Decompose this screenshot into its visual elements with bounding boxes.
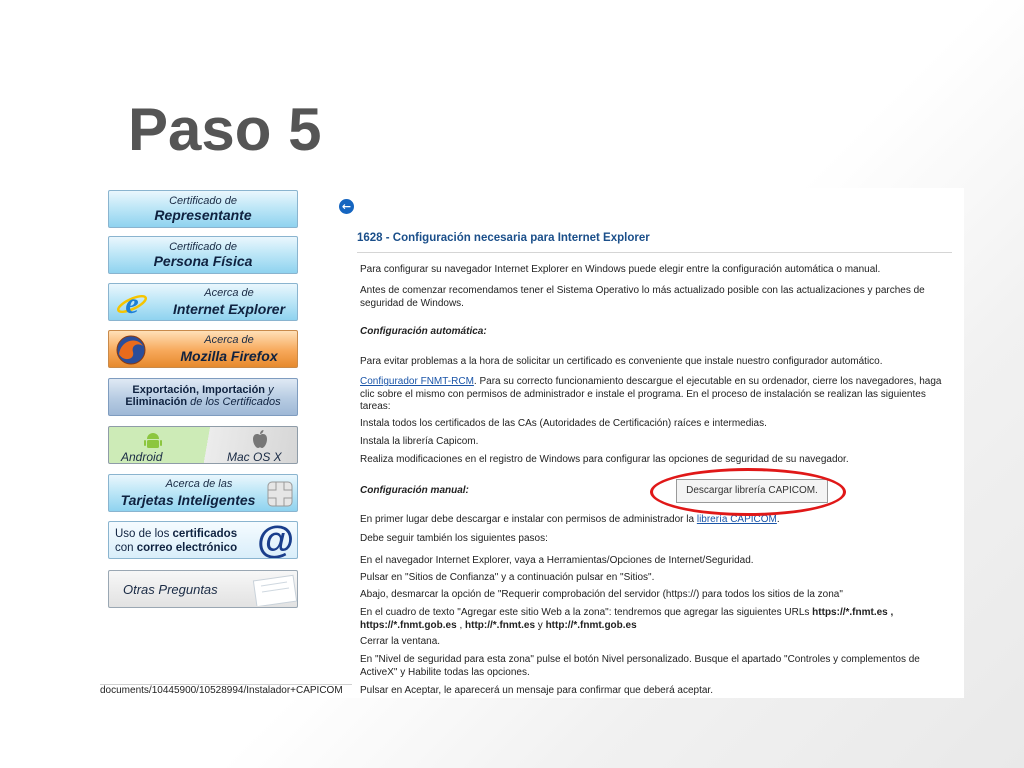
sidebar-item-otras-preguntas[interactable] bbox=[108, 570, 298, 608]
paragraph-text: En el cuadro de texto "Agregar este sitio Web a la zona": tendremos que agregar las siguientes URLs bbox=[360, 607, 813, 618]
paragraph-text: . bbox=[776, 514, 780, 525]
sidebar-item-tarjetas[interactable] bbox=[108, 474, 298, 512]
separator-text: y bbox=[535, 619, 546, 631]
paragraph: En el navegador Internet Explorer, vaya a Herramientas/Opciones de Internet/Seguridad. bbox=[360, 555, 754, 566]
paragraph bbox=[360, 376, 952, 414]
sidebar-item-persona-fisica[interactable] bbox=[108, 236, 298, 274]
sidebar-item-android-mac[interactable] bbox=[108, 426, 298, 464]
sidebar-item-exportacion[interactable] bbox=[108, 378, 298, 416]
configurador-link[interactable]: Configurador FNMT-RCM bbox=[360, 376, 474, 387]
paragraph-text: En primer lugar debe descargar e instalar con permisos de administrador la bbox=[360, 514, 697, 525]
sidebar-item-line2: Internet Explorer bbox=[172, 301, 286, 317]
paragraph: Cerrar la ventana. bbox=[360, 636, 441, 647]
sidebar-item-line2: Tarjetas Inteligentes bbox=[120, 492, 256, 508]
sidebar-item-line1: Acerca de bbox=[204, 287, 254, 299]
paragraph bbox=[360, 514, 952, 527]
back-arrow-icon[interactable]: ← bbox=[339, 199, 354, 214]
sidebar-item-firefox[interactable] bbox=[108, 330, 298, 368]
url-text: https://*.fnmt.es , bbox=[812, 607, 894, 618]
sidebar-item-line2: Persona Física bbox=[153, 252, 253, 269]
sidebar-item-correo[interactable] bbox=[108, 521, 298, 559]
separator-text: , bbox=[456, 619, 466, 631]
android-label: Android bbox=[121, 450, 163, 464]
svg-text:e: e bbox=[125, 287, 139, 319]
document-decoration-icon bbox=[249, 574, 297, 606]
sidebar-item-internet-explorer[interactable] bbox=[108, 283, 298, 321]
sidebar-item-line1: Certificado de bbox=[169, 195, 237, 207]
sidebar-item-line2: Representante bbox=[154, 206, 252, 223]
paragraph: Instala todos los certificados de las CAs (Autoridades de Certificación) raíces e intermedias. bbox=[360, 418, 767, 429]
sidebar-item-line2: Mozilla Firefox bbox=[180, 348, 278, 364]
paragraph-text: . Para su correcto funcionamiento descargue el ejecutable en su ordenador, cierre los navegadores, haga clic sobre el mismo con permisos de administrador e instale el programa. En el proceso de instalación se realizan las siguientes tareas: bbox=[360, 376, 942, 412]
text-normal: con bbox=[115, 542, 137, 554]
section-title-automatica: Configuración automática: bbox=[360, 326, 487, 337]
smart-card-chip-icon bbox=[267, 481, 293, 507]
browser-screenshot bbox=[100, 188, 964, 698]
paragraph: Pulsar en Aceptar, le aparecerá un mensaje para confirmar que deberá aceptar. bbox=[360, 685, 713, 696]
android-icon bbox=[143, 430, 163, 450]
paragraph: Debe seguir también los siguientes pasos: bbox=[360, 533, 548, 544]
text-bold: correo electrónico bbox=[136, 542, 238, 554]
sidebar-item-line1: Acerca de bbox=[204, 334, 254, 346]
paragraph: Para evitar problemas a la hora de solicitar un certificado es conveniente que instale nuestro configurador automático. bbox=[360, 356, 883, 367]
sidebar-item-line2 bbox=[115, 542, 237, 554]
sidebar-item-label: Otras Preguntas bbox=[123, 582, 218, 597]
paragraph: Pulsar en "Sitios de Confianza" y a continuación pulsar en "Sitios". bbox=[360, 572, 655, 583]
highlight-ellipse bbox=[650, 468, 846, 516]
section-title-manual: Configuración manual: bbox=[360, 485, 469, 496]
sidebar-item-line2 bbox=[109, 397, 297, 409]
capicom-link[interactable]: librería CAPICOM bbox=[696, 514, 777, 525]
sidebar-item-representante[interactable] bbox=[108, 190, 298, 228]
text-bold: certificados bbox=[172, 528, 238, 540]
download-capicom-button[interactable]: Descargar librería CAPICOM. bbox=[676, 479, 828, 503]
sidebar-item-line1: Certificado de bbox=[169, 241, 237, 253]
url-text: https://*.fnmt.gob.es bbox=[360, 619, 457, 631]
text-normal: y bbox=[265, 384, 274, 396]
mac-label: Mac OS X bbox=[227, 450, 282, 464]
paragraph: Instala la librería Capicom. bbox=[360, 436, 479, 447]
text-bold: Eliminación bbox=[125, 395, 188, 408]
paragraph: En "Nivel de seguridad para esta zona" pulse el botón Nivel personalizado. Busque el apartado "Controles y complementos de ActiveX" y Habilite todas las opciones. bbox=[360, 654, 920, 678]
sidebar-item-line1: Acerca de las bbox=[165, 478, 233, 490]
status-bar-url: documents/10445900/10528994/Instalador+CAPICOM bbox=[100, 684, 352, 698]
text-normal: Uso de los bbox=[115, 528, 173, 540]
svg-text:@: @ bbox=[256, 523, 294, 559]
text-normal: de los Certificados bbox=[187, 395, 281, 408]
apple-icon bbox=[251, 429, 269, 449]
email-at-icon bbox=[255, 523, 295, 559]
page-heading: 1628 - Configuración necesaria para Internet Explorer bbox=[357, 232, 952, 253]
slide-title: Paso 5 bbox=[128, 96, 322, 163]
paragraph: Realiza modificaciones en el registro de Windows para configurar las opciones de seguridad de su navegador. bbox=[360, 454, 849, 465]
internet-explorer-icon bbox=[115, 287, 149, 319]
url-text: http://*.fnmt.es bbox=[465, 619, 536, 631]
paragraph: Antes de comenzar recomendamos tener el Sistema Operativo lo más actualizado posible con las actualizaciones y parches de seguridad de Windows. bbox=[360, 285, 925, 309]
paragraph: Abajo, desmarcar la opción de "Requerir comprobación del servidor (https://) para todos los sitios de la zona" bbox=[360, 589, 843, 600]
text-bold: Exportación, Importación bbox=[132, 384, 266, 396]
url-text: http://*.fnmt.gob.es bbox=[545, 619, 637, 631]
firefox-icon bbox=[115, 334, 147, 366]
paragraph: Para configurar su navegador Internet Explorer en Windows puede elegir entre la configuración automática o manual. bbox=[360, 264, 881, 275]
sidebar-item-line1 bbox=[115, 528, 237, 540]
paragraph bbox=[360, 607, 952, 632]
